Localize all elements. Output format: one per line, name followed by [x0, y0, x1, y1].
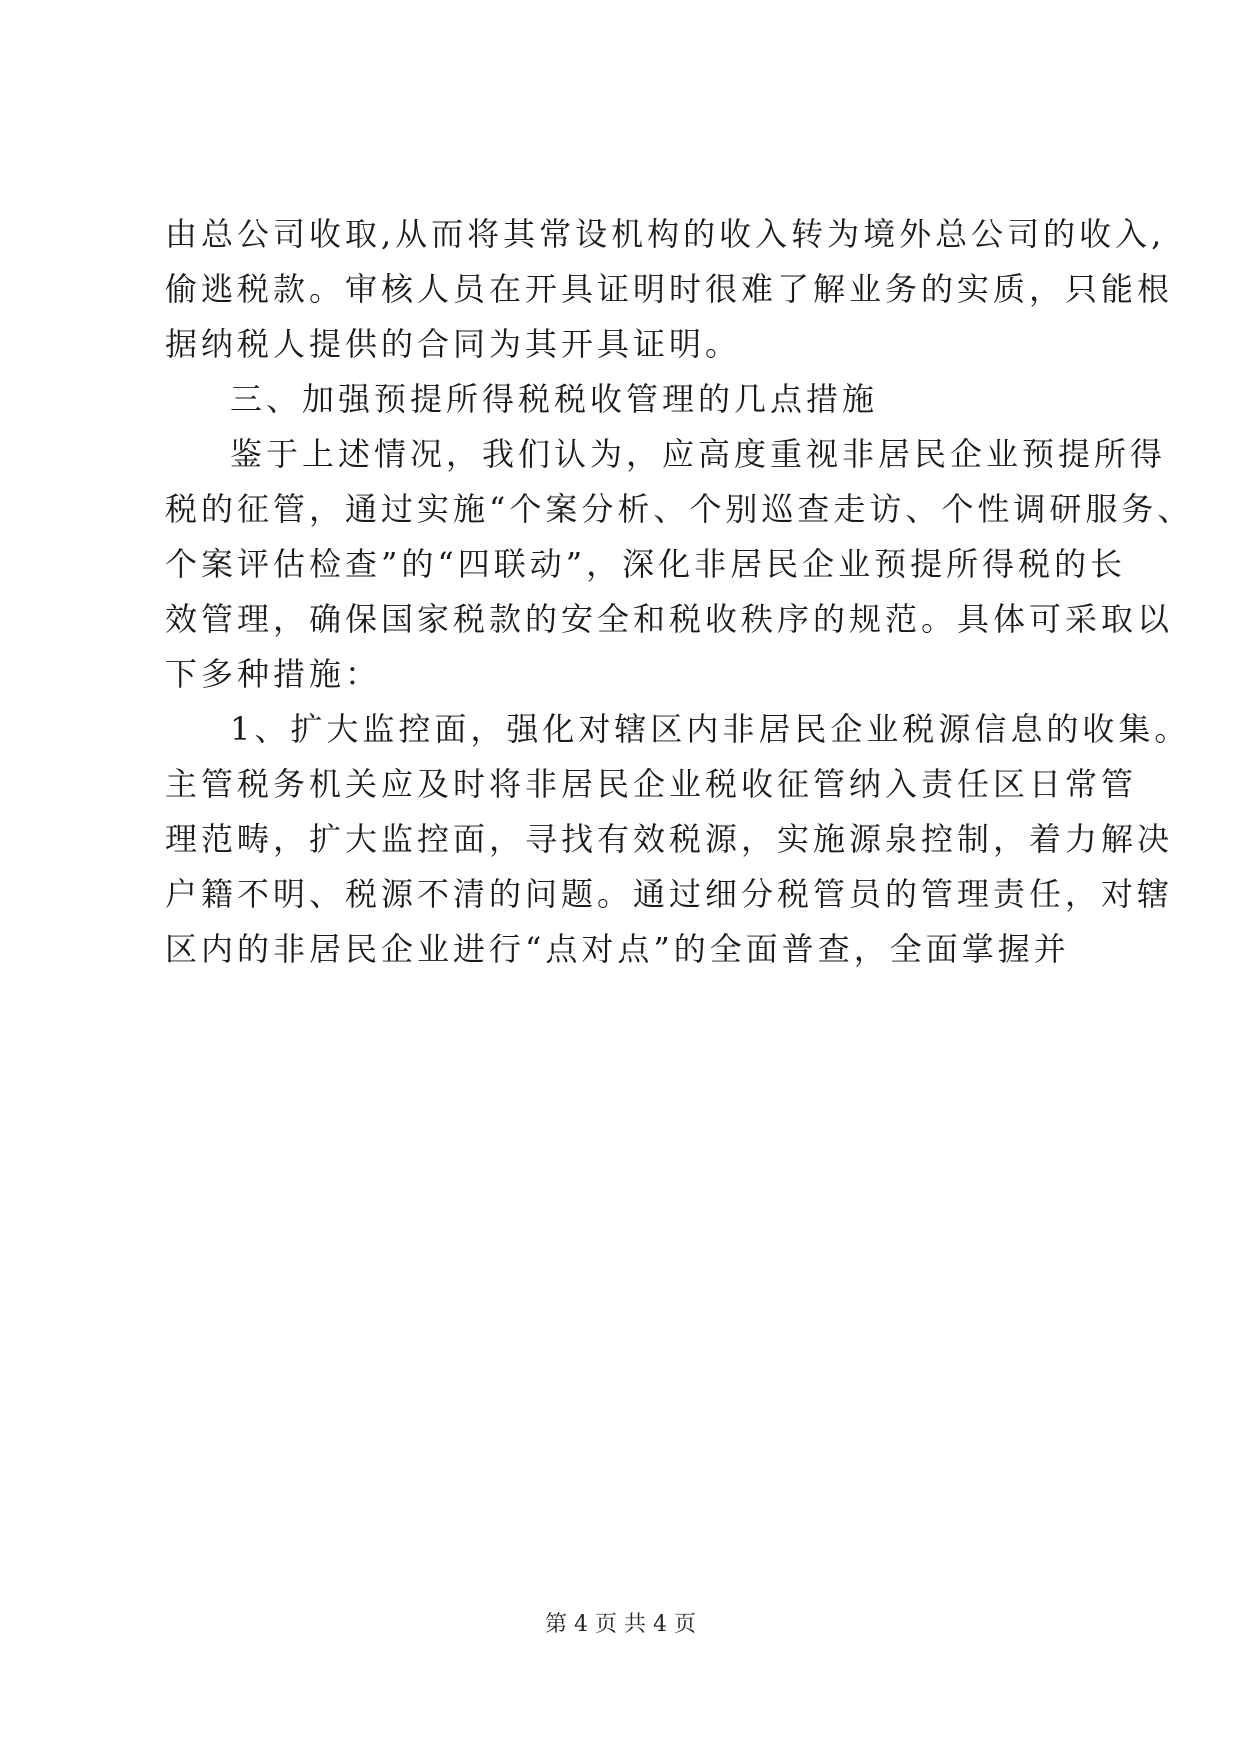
- text-line: 个案评估检查”的“四联动”，深化非居民企业预提所得税的长: [165, 545, 1127, 583]
- text-line: 鉴于上述情况，我们认为，应高度重视非居民企业预提所得: [230, 435, 1167, 473]
- text-line: 下多种措施：: [165, 655, 382, 693]
- text-line: 理范畴，扩大监控面，寻找有效税源，实施源泉控制，着力解决: [165, 820, 1174, 858]
- page-number-footer: 第 4 页 共 4 页: [545, 1612, 696, 1637]
- text-line: 效管理，确保国家税款的安全和税收秩序的规范。具体可采取以: [165, 600, 1174, 638]
- text-line: 区内的非居民企业进行“点对点”的全面普查，全面掌握并: [165, 930, 1070, 968]
- text-line: 税的征管，通过实施“个案分析、个别巡查走访、个性调研服务、: [165, 490, 1194, 528]
- text-line: 主管税务机关应及时将非居民企业税收征管纳入责任区日常管: [165, 765, 1138, 803]
- text-line: 偷逃税款。审核人员在开具证明时很难了解业务的实质，只能根: [165, 270, 1174, 308]
- text-line: 由总公司收取,从而将其常设机构的收入转为境外总公司的收入,: [165, 215, 1166, 253]
- text-line: 户籍不明、税源不清的问题。通过细分税管员的管理责任，对辖: [165, 875, 1174, 913]
- section-heading: 三、加强预提所得税税收管理的几点措施: [230, 380, 879, 418]
- text-line: 1、扩大监控面，强化对辖区内非居民企业税源信息的收集。: [230, 710, 1191, 748]
- text-line: 据纳税人提供的合同为其开具证明。: [165, 325, 742, 363]
